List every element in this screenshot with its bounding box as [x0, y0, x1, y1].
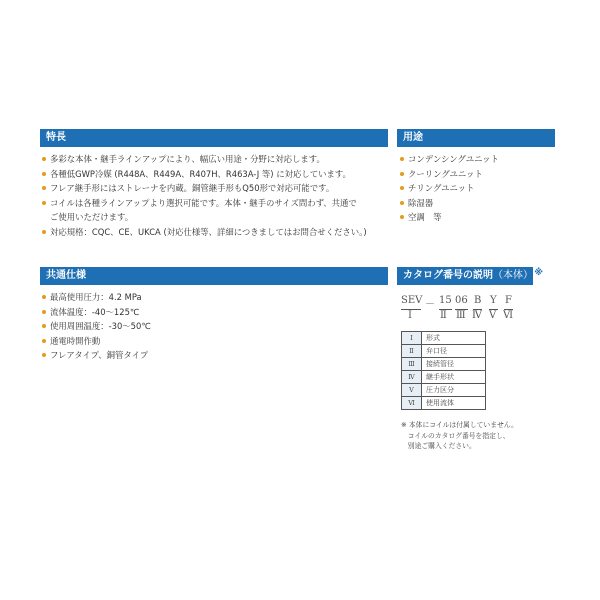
bullet-dot-icon — [42, 339, 46, 343]
legend-label: 継手形状 — [422, 371, 486, 384]
bullet-dot-icon — [42, 230, 46, 234]
list-item — [42, 348, 151, 363]
list-item-text: 除湿器 — [408, 197, 434, 208]
note-line: 別途ご購入ください。 — [401, 442, 476, 450]
bullet-dot-icon — [400, 157, 404, 161]
usage-header: 用途 — [397, 129, 555, 147]
legend-numeral: Ⅱ — [402, 345, 422, 358]
code-roman-2: Ⅱ — [440, 310, 447, 321]
list-item — [400, 152, 499, 167]
list-item-text: ご使用いただけます。 — [50, 212, 134, 223]
code-roman-5: Ⅴ — [489, 310, 497, 321]
list-item-text: フレアタイプ、銅管タイプ — [50, 350, 149, 361]
legend-numeral: Ⅲ — [402, 358, 422, 371]
legend-numeral: Ⅵ — [402, 397, 422, 410]
code-part-15: 15 — [439, 295, 452, 306]
list-item — [42, 196, 367, 211]
list-item — [42, 152, 367, 167]
legend-numeral: Ⅳ — [402, 371, 422, 384]
list-item-text: コイルは各種ラインアップより選択可能です。本体・継手のサイズ問わず、共通で — [50, 197, 357, 208]
list-item — [42, 334, 151, 349]
legend-row — [402, 384, 486, 397]
bullet-dot-icon — [42, 186, 46, 190]
list-item — [42, 210, 367, 225]
bullet-dot-icon — [42, 157, 46, 161]
legend-label: 弁口径 — [422, 345, 486, 358]
code-part-b: B — [474, 295, 482, 306]
catalog-header — [397, 267, 543, 285]
list-item-text: フレア継手形にはストレーナを内蔵。銅管継手形もQ50形で対応可能です。 — [50, 183, 335, 194]
legend-label: 圧力区分 — [422, 384, 486, 397]
bullet-dot-icon — [400, 172, 404, 176]
legend-label: 形式 — [422, 332, 486, 345]
list-item — [42, 167, 367, 182]
usage-list — [400, 152, 499, 225]
bullet-dot-icon — [42, 295, 46, 299]
code-part-y: Y — [490, 295, 497, 306]
specs-header: 共通仕様 — [40, 267, 388, 285]
catalog-title-sub: （本体） — [493, 270, 533, 281]
bullet-dot-icon — [42, 172, 46, 176]
bullet-dot-icon — [42, 201, 46, 205]
list-item — [42, 181, 367, 196]
code-roman-4: Ⅳ — [472, 310, 482, 321]
note-line: ※ 本体にコイルは付属していません。 — [401, 421, 518, 429]
legend-row — [402, 358, 486, 371]
list-item — [400, 196, 499, 211]
list-item — [42, 290, 151, 305]
catalog-title: カタログ番号の説明 — [403, 270, 493, 281]
catalog-note — [401, 420, 518, 452]
legend-row — [402, 332, 486, 345]
legend-label: 使用流体 — [422, 397, 486, 410]
code-part-sev: SEV — [401, 295, 423, 306]
legend-row — [402, 345, 486, 358]
legend-label: 接続管径 — [422, 358, 486, 371]
list-item-text: 最高使用圧力：4.2 MPa — [50, 292, 142, 302]
list-item-text: 多彩な本体・継手ラインアップにより、幅広い用途・分野に対応します。 — [50, 154, 325, 164]
legend-numeral: Ⅴ — [402, 384, 422, 397]
legend-row — [402, 397, 486, 410]
bullet-dot-icon — [42, 310, 46, 314]
bullet-dot-icon — [400, 215, 404, 219]
features-list — [42, 152, 367, 240]
code-roman-3: Ⅲ — [456, 310, 466, 321]
list-item — [42, 319, 151, 334]
bullet-dot-icon — [42, 353, 46, 357]
list-item-text: 使用周囲温度：-30～50℃ — [50, 321, 151, 332]
code-roman-6: Ⅵ — [503, 310, 514, 321]
list-item-text: クーリングユニット — [408, 168, 483, 179]
specs-list — [42, 290, 151, 363]
catalog-legend-table — [401, 331, 486, 410]
bullet-dot-icon — [42, 324, 46, 328]
list-item-text: 通電時開作動 — [50, 335, 101, 346]
list-item — [42, 305, 151, 320]
list-item-text: チリングユニット — [408, 183, 475, 194]
bullet-dot-icon — [400, 201, 404, 205]
list-item — [42, 225, 367, 240]
list-item-text: 空調 等 — [408, 212, 442, 223]
code-part-f: F — [505, 295, 512, 306]
list-item-text: 流体温度：-40～125℃ — [50, 306, 140, 317]
list-item — [400, 181, 499, 196]
list-item-text: 各種低GWP冷媒 (R448A、R449A、R407H、R463A-J 等) に対応しています。 — [50, 168, 351, 179]
catalog-star: ※ — [534, 268, 543, 278]
code-part-06: 06 — [455, 295, 468, 306]
note-line: コイルのカタログ番号を指定し、 — [401, 431, 510, 440]
legend-numeral: Ⅰ — [402, 332, 422, 345]
list-item-text: 対応規格：CQC、CE、UKCA (対応仕様等、詳細につきましてはお問合せください。) — [50, 226, 367, 237]
features-header: 特長 — [40, 129, 388, 147]
list-item — [400, 167, 499, 182]
bullet-dot-icon — [400, 186, 404, 190]
code-part-dash: － — [425, 299, 435, 310]
list-item-text: コンデンシングユニット — [408, 154, 499, 164]
legend-row — [402, 371, 486, 384]
code-roman-1: Ⅰ — [408, 310, 412, 321]
list-item — [400, 210, 499, 225]
